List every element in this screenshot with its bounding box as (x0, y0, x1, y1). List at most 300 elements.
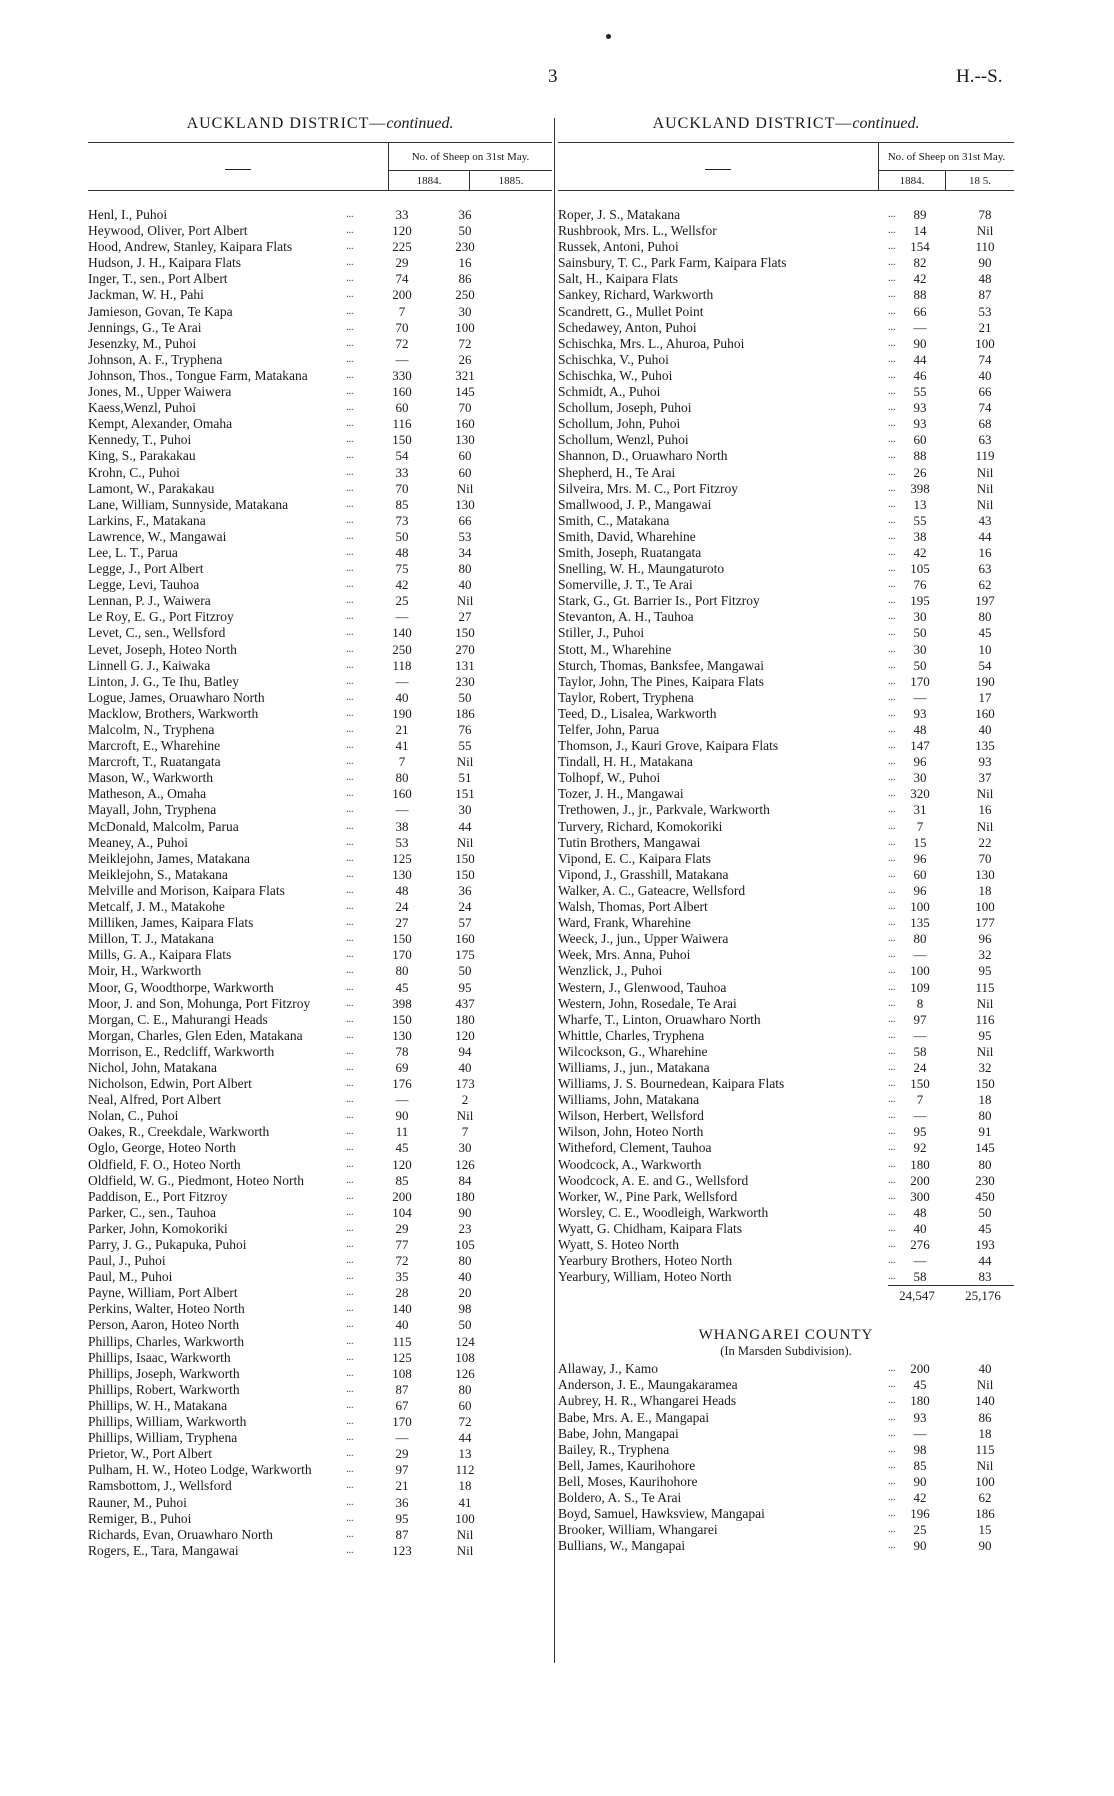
sheep-count-1885: 70 (458, 400, 472, 416)
sheep-count-1884: 88 (913, 287, 927, 303)
sheep-count-1885: 86 (978, 1409, 992, 1425)
owner-name: Boyd, Samuel, Hawksview, Mangapai (558, 1506, 765, 1522)
sheep-count-1885: 30 (458, 802, 472, 818)
leader-dots: ... (888, 981, 896, 993)
owner-name: Moir, H., Warkworth (88, 963, 202, 979)
owner-name: Ramsbottom, J., Wellsford (88, 1478, 232, 1494)
owner-name: Rogers, E., Tara, Mangawai (88, 1542, 239, 1558)
sheep-count-1885: 160 (455, 931, 475, 947)
leader-dots: ... (346, 884, 354, 896)
owner-name: Lawrence, W., Mangawai (88, 528, 227, 544)
sheep-count-1884: 73 (395, 512, 409, 528)
sheep-count-1885: Nil (976, 995, 994, 1011)
leader-dots: ... (346, 1045, 354, 1057)
sheep-count-1885: 321 (455, 367, 475, 383)
sheep-count-1884: 38 (395, 818, 409, 834)
sheep-count-1885: 140 (975, 1393, 995, 1409)
leader-dots: ... (888, 1395, 896, 1407)
leader-dots: ... (346, 820, 354, 832)
leader-dots: ... (346, 788, 354, 800)
table-row (558, 207, 1014, 223)
sheep-count-1885: 76 (458, 722, 472, 737)
sheep-count-1885: Nil (976, 818, 994, 834)
sheep-count-1885: 151 (455, 786, 475, 802)
leader-dots: ... (888, 740, 896, 752)
table-row (88, 1301, 552, 1317)
owner-name: Boldero, A. S., Te Arai (558, 1490, 682, 1506)
sheep-count-1884: 196 (910, 1506, 930, 1522)
sheep-count-1885: 37 (978, 770, 992, 786)
right-year-1885: 18 5. (946, 171, 1015, 191)
sheep-count-1884: 150 (392, 931, 412, 947)
leader-dots: ... (888, 498, 896, 510)
table-row (558, 1124, 1014, 1140)
table-row (558, 1361, 1014, 1377)
sheep-count-1885: 40 (458, 1059, 472, 1075)
owner-name: Kaess,Wenzl, Puhoi (88, 400, 197, 416)
sheep-count-1885: 120 (455, 1027, 475, 1043)
leader-dots: ... (346, 1512, 354, 1524)
sheep-count-1885: 63 (978, 432, 992, 448)
owner-name: Smith, David, Wharehine (558, 528, 696, 544)
leader-dots: ... (888, 852, 896, 864)
sheep-count-1885: 80 (458, 561, 472, 577)
owner-name: Bell, Moses, Kaurihohore (558, 1473, 698, 1489)
owner-name: Vipond, E. C., Kaipara Flats (558, 850, 711, 866)
sheep-count-1884: 93 (913, 400, 927, 416)
sheep-count-1885: 116 (975, 1011, 995, 1027)
sheep-count-1884: 15 (913, 834, 927, 850)
sheep-count-1885: 150 (455, 866, 475, 882)
owner-name: Kennedy, T., Puhoi (88, 432, 192, 448)
leader-dots: ... (346, 321, 354, 333)
owner-name: Krohn, C., Puhoi (88, 464, 180, 480)
owner-name: Wyatt, G. Chidham, Kaipara Flats (558, 1220, 743, 1236)
leader-dots: ... (888, 386, 896, 398)
leader-dots: ... (346, 418, 354, 430)
leader-dots: ... (346, 1496, 354, 1508)
leader-dots: ... (346, 901, 354, 913)
owner-name: Stevanton, A. H., Tauhoa (558, 609, 694, 625)
table-row (558, 481, 1014, 497)
leader-dots: ... (346, 1174, 354, 1186)
leader-dots: ... (888, 788, 896, 800)
table-row (88, 1350, 552, 1366)
table-row (558, 287, 1014, 303)
owner-name: Tutin Brothers, Mangawai (558, 834, 701, 850)
leader-dots: ... (888, 209, 896, 220)
owner-name: Smallwood, J. P., Mangawai (558, 496, 712, 512)
owner-name: Worker, W., Pine Park, Wellsford (558, 1188, 738, 1204)
leader-dots: ... (888, 289, 896, 301)
table-row (558, 899, 1014, 915)
sheep-count-1885: 190 (975, 673, 995, 689)
owner-name: Melville and Morison, Kaipara Flats (88, 882, 285, 898)
table-row (558, 384, 1014, 400)
leader-dots: ... (346, 514, 354, 526)
sheep-count-1884: 40 (913, 1220, 927, 1236)
owner-name: Metcalf, J. M., Matakohe (88, 899, 225, 915)
sheep-count-1884: 60 (395, 400, 409, 416)
owner-name: Parker, C., sen., Tauhoa (88, 1204, 216, 1220)
sheep-count-1885: 70 (978, 850, 992, 866)
sheep-count-1884: 135 (910, 915, 930, 931)
owner-name: Inger, T., sen., Port Albert (88, 271, 228, 287)
sheep-count-1885: 96 (978, 931, 992, 947)
sheep-count-1884: 93 (913, 1409, 927, 1425)
leader-dots: ... (346, 369, 354, 381)
sheep-count-1884: 60 (913, 432, 927, 448)
owner-name: Schischka, Mrs. L., Ahuroa, Puhoi (558, 335, 745, 351)
leader-dots: ... (346, 949, 354, 961)
table-row (558, 336, 1014, 352)
sheep-count-1884: 100 (910, 899, 930, 915)
sheep-count-1885: 119 (975, 448, 995, 464)
owner-name: Schollum, Wenzl, Puhoi (558, 432, 689, 448)
sheep-count-1885: 115 (975, 1441, 995, 1457)
owner-name: Neal, Alfred, Port Albert (88, 1092, 222, 1108)
table-row (88, 690, 552, 706)
sheep-count-1885: 30 (458, 303, 472, 319)
owner-name: Malcolm, N., Tryphena (88, 722, 215, 737)
sheep-count-1884: 130 (392, 866, 412, 882)
sheep-count-1884: 50 (913, 657, 927, 673)
leader-dots: ... (888, 353, 896, 365)
leader-dots: ... (346, 482, 354, 494)
table-row (88, 1269, 552, 1285)
table-row (88, 1334, 552, 1350)
leader-dots: ... (888, 482, 896, 494)
sheep-count-1885: Nil (976, 496, 994, 512)
sheep-count-1884: 27 (395, 915, 409, 931)
owner-name: Perkins, Walter, Hoteo North (88, 1301, 245, 1317)
sheep-count-1885: 95 (458, 979, 472, 995)
sheep-count-1885: 13 (458, 1446, 472, 1462)
leader-dots: ... (346, 1126, 354, 1138)
table-row (88, 722, 552, 738)
table-row (558, 915, 1014, 931)
sheep-count-1884: 35 (395, 1269, 409, 1285)
sheep-count-1884: 48 (395, 544, 409, 560)
sheep-count-1885: 160 (455, 416, 475, 432)
sheep-count-1885: Nil (456, 834, 474, 850)
sheep-count-1885: 44 (458, 818, 472, 834)
sheep-count-1885: 175 (455, 947, 475, 963)
sheep-count-1884: 90 (395, 1108, 409, 1124)
sheep-count-1884: 66 (913, 303, 927, 319)
sheep-count-1885: 95 (978, 963, 992, 979)
owner-name: Larkins, F., Matakana (88, 512, 206, 528)
leader-dots: ... (888, 1013, 896, 1025)
owner-name: Phillips, William, Tryphena (88, 1430, 238, 1446)
leader-dots: ... (346, 1399, 354, 1411)
sheep-count-1884: 95 (913, 1124, 927, 1140)
sheep-count-1884: 109 (910, 979, 930, 995)
table-row (88, 207, 552, 223)
sheep-count-1884: 125 (392, 850, 412, 866)
table-row (558, 1173, 1014, 1189)
table-row (558, 561, 1014, 577)
sheep-count-1884: 176 (392, 1076, 412, 1092)
sheep-count-1885: 98 (458, 1301, 472, 1317)
leader-dots: ... (346, 434, 354, 446)
table-row (558, 609, 1014, 625)
sheep-count-1884: — (395, 673, 409, 689)
sheep-count-1885: 62 (978, 577, 992, 593)
owner-name: Wenzlick, J., Puhoi (558, 963, 663, 979)
left-year-1885: 1885. (470, 171, 553, 191)
sheep-count-1885: 126 (455, 1156, 475, 1172)
owner-name: Wyatt, S. Hoteo North (558, 1237, 680, 1252)
table-row (88, 819, 552, 835)
sheep-count-1884: 7 (398, 303, 406, 319)
leader-dots: ... (888, 1427, 896, 1439)
leader-dots: ... (346, 466, 354, 478)
sheep-count-1884: 96 (913, 850, 927, 866)
table-row (558, 802, 1014, 818)
table-row (558, 690, 1014, 706)
sheep-count-1885: 110 (975, 239, 995, 255)
sheep-count-1884: 147 (910, 738, 930, 754)
ink-dot (606, 34, 611, 39)
sheep-count-1885: 94 (458, 1043, 472, 1059)
sheep-count-1884: 80 (395, 963, 409, 979)
sheep-count-1885: 100 (975, 1473, 995, 1489)
sheep-count-1884: 96 (913, 754, 927, 770)
sheep-count-1885: 53 (458, 528, 472, 544)
owner-name: Somerville, J. T., Te Arai (558, 577, 693, 593)
sheep-count-1884: 87 (395, 1381, 409, 1397)
table-row (558, 931, 1014, 947)
owner-name: Lane, William, Sunnyside, Matakana (88, 496, 289, 512)
sheep-count-1884: — (395, 802, 409, 818)
sheep-count-1885: 2 (461, 1092, 469, 1108)
leader-dots: ... (346, 1255, 354, 1267)
sheep-count-1884: 118 (392, 657, 412, 673)
table-row (88, 658, 552, 674)
table-row (558, 1028, 1014, 1044)
leader-dots: ... (888, 530, 896, 542)
sheep-count-1885: 100 (455, 1510, 475, 1526)
leader-dots: ... (888, 836, 896, 848)
whangarei-rows (558, 1361, 1014, 1554)
table-row (88, 368, 552, 384)
owner-name: Russek, Antoni, Puhoi (558, 239, 679, 255)
sheep-count-1885: 230 (975, 1172, 995, 1188)
sheep-count-1884: 195 (910, 593, 930, 609)
owner-name: Silveira, Mrs. M. C., Port Fitzroy (558, 480, 739, 496)
owner-name: Jesenzky, M., Puhoi (88, 335, 197, 351)
leader-dots: ... (888, 241, 896, 253)
owner-name: Western, J., Glenwood, Tauhoa (558, 979, 727, 995)
owner-name: Shannon, D., Oruawharo North (558, 448, 728, 464)
sheep-count-1885: 100 (975, 899, 995, 915)
sheep-count-1885: 48 (978, 271, 992, 287)
leader-dots: ... (346, 707, 354, 719)
sheep-count-1884: — (913, 1425, 927, 1441)
table-row (88, 1478, 552, 1494)
owner-name: Richards, Evan, Oruawharo North (88, 1526, 273, 1542)
right-column (558, 114, 1014, 1554)
owner-name: Stott, M., Wharehine (558, 641, 672, 657)
leader-dots: ... (888, 1443, 896, 1455)
sheep-count-1884: 140 (392, 625, 412, 641)
sheep-count-1884: 130 (392, 1027, 412, 1043)
table-row (558, 1108, 1014, 1124)
table-row (88, 1253, 552, 1269)
sheep-count-1885: 45 (978, 1220, 992, 1236)
left-heading-main: AUCKLAND DISTRICT— (186, 115, 387, 132)
table-row (88, 770, 552, 786)
table-row (88, 899, 552, 915)
sheep-count-1884: 45 (395, 979, 409, 995)
owner-name: Nichol, John, Matakana (88, 1059, 217, 1075)
owner-name: Turvery, Richard, Komokoriki (558, 818, 723, 834)
sheep-count-1885: Nil (456, 754, 474, 770)
table-row (558, 271, 1014, 287)
table-row (88, 320, 552, 336)
owner-name: Kempt, Alexander, Omaha (88, 416, 233, 432)
leader-dots: ... (888, 868, 896, 880)
sheep-count-1885: Nil (456, 480, 474, 496)
table-row (88, 996, 552, 1012)
table-row (88, 1044, 552, 1060)
leader-dots: ... (888, 997, 896, 1009)
leader-dots: ... (346, 595, 354, 607)
leader-dots: ... (888, 1363, 896, 1375)
leader-dots: ... (346, 1142, 354, 1154)
table-row (558, 963, 1014, 979)
leader-dots: ... (888, 1475, 896, 1487)
leader-dots: ... (346, 563, 354, 575)
table-row (88, 255, 552, 271)
table-row (558, 1269, 1014, 1285)
leader-dots: ... (888, 627, 896, 639)
table-row (558, 1140, 1014, 1156)
sheep-count-1884: 85 (395, 1172, 409, 1188)
table-row (88, 867, 552, 883)
sheep-count-1885: Nil (976, 1377, 994, 1393)
leader-dots: ... (346, 1335, 354, 1347)
leader-dots: ... (888, 884, 896, 896)
table-row (558, 255, 1014, 271)
sheep-count-1885: 40 (458, 1269, 472, 1285)
leader-dots: ... (346, 1319, 354, 1331)
owner-name: Taylor, Robert, Tryphena (558, 689, 694, 705)
owner-name: Stark, G., Gt. Barrier Is., Port Fitzroy (558, 593, 760, 609)
leader-dots: ... (346, 402, 354, 414)
table-row (88, 1495, 552, 1511)
leader-dots: ... (888, 1239, 896, 1250)
sheep-count-1884: — (395, 609, 409, 625)
leader-dots: ... (346, 1544, 354, 1556)
table-row (88, 1173, 552, 1189)
sheep-count-1884: — (913, 689, 927, 705)
sheep-count-1884: 85 (913, 1457, 927, 1473)
sheep-count-1884: 72 (395, 1253, 409, 1269)
sheep-count-1884: 29 (395, 1220, 409, 1236)
owner-name: Western, John, Rosedale, Te Arai (558, 995, 737, 1011)
sheep-count-1884: 42 (395, 577, 409, 593)
sheep-count-1885: 230 (455, 673, 475, 689)
sheep-count-1885: 32 (978, 947, 992, 963)
owner-name: Phillips, Joseph, Warkworth (88, 1365, 240, 1381)
owner-name: Bullians, W., Mangapai (558, 1538, 686, 1554)
sheep-count-1885: 177 (975, 915, 995, 931)
table-row (88, 706, 552, 722)
table-row (88, 400, 552, 416)
leader-dots: ... (346, 1239, 354, 1250)
total-1884: 24,547 (899, 1288, 935, 1304)
leader-dots: ... (346, 772, 354, 784)
leader-dots: ... (888, 1540, 896, 1552)
sheep-count-1884: 120 (392, 223, 412, 239)
owner-name: Nolan, C., Puhoi (88, 1108, 179, 1124)
sheep-count-1885: 20 (458, 1285, 472, 1301)
sheep-count-1885: 180 (455, 1011, 475, 1027)
sheep-count-1884: 25 (395, 593, 409, 609)
sheep-count-1884: 31 (913, 802, 927, 818)
table-row (88, 1382, 552, 1398)
table-row (88, 545, 552, 561)
leader-dots: ... (888, 1174, 896, 1186)
right-rows (558, 207, 1014, 1285)
table-row (88, 1028, 552, 1044)
sheep-count-1885: 32 (978, 1059, 992, 1075)
sheep-count-1884: 115 (392, 1333, 412, 1349)
owner-name: Marcroft, T., Ruatangata (88, 754, 221, 770)
sheep-count-1885: 160 (975, 705, 995, 721)
sheep-count-1885: 10 (978, 641, 992, 657)
leader-dots: ... (888, 756, 896, 768)
leader-dots: ... (346, 691, 354, 703)
leader-dots: ... (346, 852, 354, 864)
owner-name: Williams, J., jun., Matakana (558, 1059, 710, 1075)
sheep-count-1884: 93 (913, 705, 927, 721)
sheep-count-1885: 90 (978, 1538, 992, 1554)
sheep-count-1884: 76 (913, 577, 927, 593)
leader-dots: ... (346, 289, 354, 301)
table-row (558, 1410, 1014, 1426)
owner-name: Linnell G. J., Kaiwaka (88, 657, 211, 673)
table-row (88, 1140, 552, 1156)
right-heading-cont: continued. (852, 115, 920, 132)
sheep-count-1884: 398 (910, 480, 930, 496)
left-column-header (88, 142, 552, 191)
leader-dots: ... (346, 546, 354, 558)
sheep-count-1884: 200 (910, 1172, 930, 1188)
table-row (88, 271, 552, 287)
sheep-count-1885: 186 (975, 1506, 995, 1522)
left-heading (88, 114, 552, 134)
leader-dots: ... (888, 933, 896, 945)
sheep-count-1885: 21 (978, 319, 992, 335)
leader-dots: ... (888, 1078, 896, 1090)
sheep-count-1885: 197 (975, 593, 995, 609)
sheep-count-1884: 105 (910, 561, 930, 577)
sheep-count-1884: 50 (913, 625, 927, 641)
table-row (558, 1092, 1014, 1108)
sheep-count-1884: 24 (913, 1059, 927, 1075)
leader-dots: ... (346, 1110, 354, 1122)
table-row (88, 352, 552, 368)
sheep-count-1885: 135 (975, 738, 995, 754)
sheep-count-1885: 41 (458, 1494, 472, 1510)
owner-name: Schischka, W., Puhoi (558, 367, 673, 383)
sheep-count-1884: 90 (913, 1538, 927, 1554)
sheep-count-1885: 130 (455, 432, 475, 448)
sheep-count-1885: 50 (458, 1317, 472, 1333)
